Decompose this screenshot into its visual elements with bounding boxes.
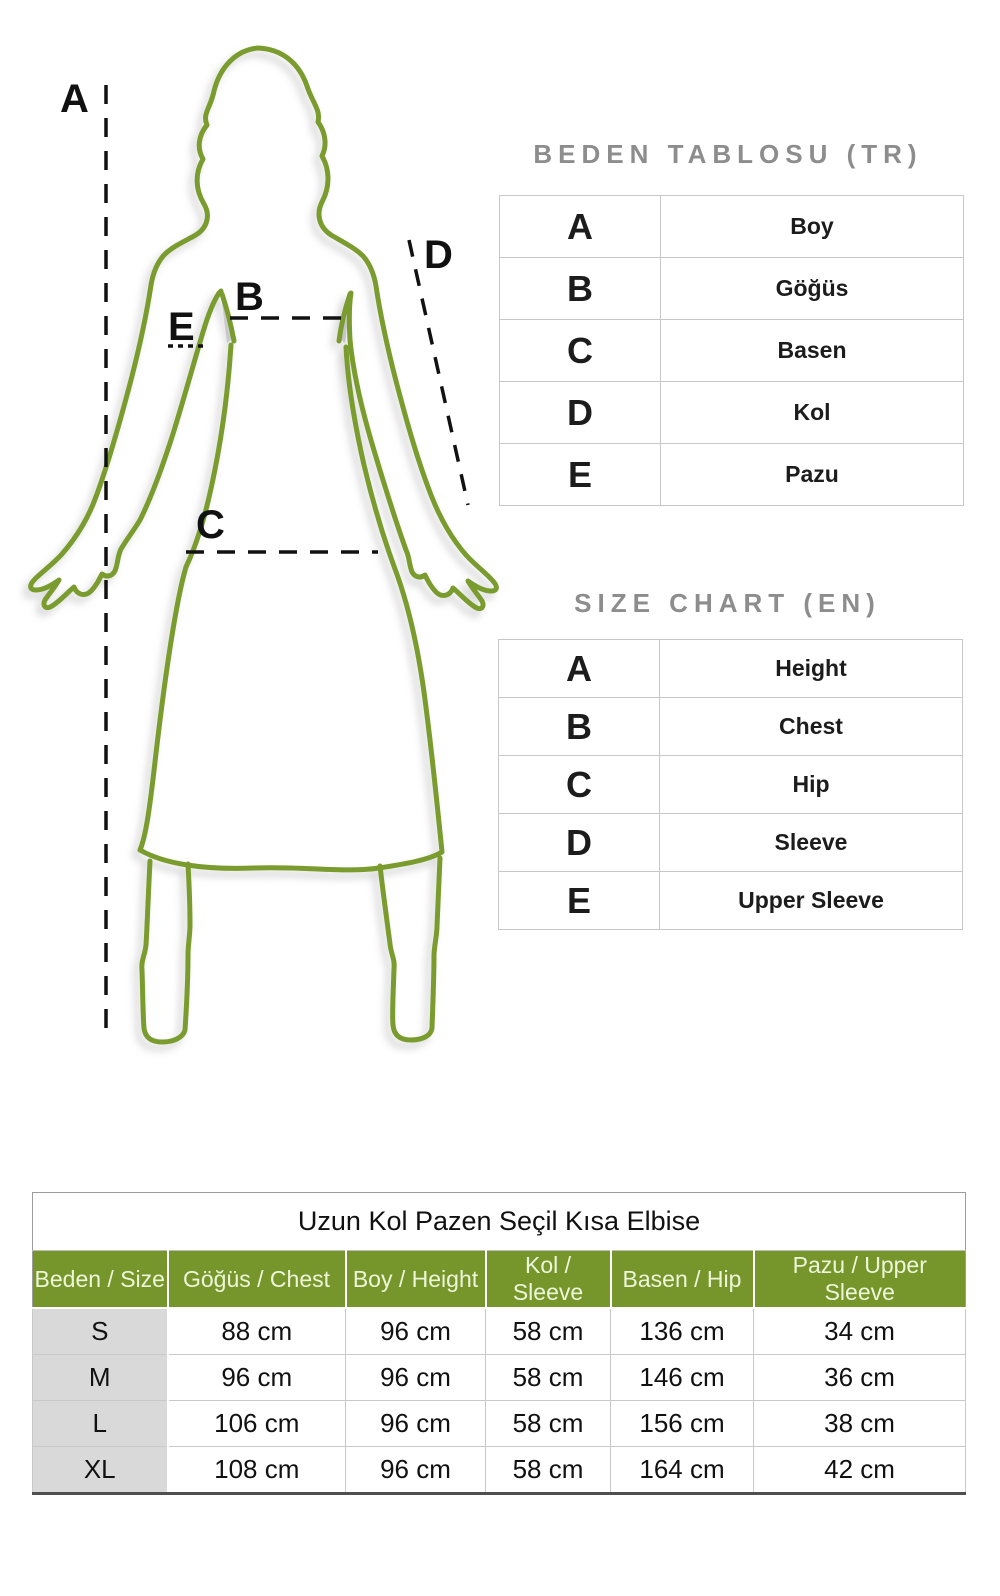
left-boot [142,861,190,1042]
product-title-row [33,1193,966,1251]
measure-name: Kol [661,382,964,444]
column-header: Boy / Height [346,1251,486,1309]
measure-name: Basen [661,320,964,382]
measure-name: Hip [660,756,963,814]
measure-name: Upper Sleeve [660,872,963,930]
tr-table [499,195,964,506]
measure-label-a: A [60,77,89,121]
table-row [499,640,963,698]
size-table-header-row [33,1251,966,1309]
measure-key: E [499,872,660,930]
hip-value: 136 cm [611,1308,754,1355]
table-row-l [33,1401,966,1447]
table-row [499,698,963,756]
sleeve-value: 58 cm [486,1447,611,1494]
size-label: M [33,1355,168,1401]
table-row-m [33,1355,966,1401]
height-value: 96 cm [346,1308,486,1355]
column-header: Kol / Sleeve [486,1251,611,1309]
column-header: Basen / Hip [611,1251,754,1309]
upper-sleeve-value: 34 cm [754,1308,966,1355]
column-header: Pazu / Upper Sleeve [754,1251,966,1309]
column-header: Göğüs / Chest [168,1251,346,1309]
right-boot [380,858,440,1040]
height-value: 96 cm [346,1401,486,1447]
table-row-s [33,1308,966,1355]
table-row [500,258,964,320]
hip-value: 156 cm [611,1401,754,1447]
column-header: Beden / Size [33,1251,168,1309]
measure-name: Chest [660,698,963,756]
table-row-xl [33,1447,966,1494]
sleeve-value: 58 cm [486,1355,611,1401]
sleeve-value: 58 cm [486,1401,611,1447]
sleeve-value: 58 cm [486,1308,611,1355]
measure-name: Height [660,640,963,698]
height-value: 96 cm [346,1355,486,1401]
table-row [500,320,964,382]
measure-label-e: E [168,305,195,349]
measure-label-b: B [235,275,264,319]
table-row [499,756,963,814]
chest-value: 96 cm [168,1355,346,1401]
measure-name: Göğüs [661,258,964,320]
measure-key: E [500,444,661,506]
measure-key: D [500,382,661,444]
en-table [498,639,963,930]
measure-name: Boy [661,196,964,258]
size-measurements-table [32,1192,966,1495]
chest-value: 106 cm [168,1401,346,1447]
measure-key: A [500,196,661,258]
upper-sleeve-value: 38 cm [754,1401,966,1447]
upper-sleeve-value: 42 cm [754,1447,966,1494]
measure-key: B [499,698,660,756]
measure-name: Sleeve [660,814,963,872]
upper-sleeve-value: 36 cm [754,1355,966,1401]
measurement-figure [0,0,520,1060]
table-row [500,444,964,506]
woman-silhouette [31,48,497,1042]
hip-value: 164 cm [611,1447,754,1494]
height-value: 96 cm [346,1447,486,1494]
measure-key: B [500,258,661,320]
product-title: Uzun Kol Pazen Seçil Kısa Elbise [33,1193,966,1251]
silhouette-right-contour [258,48,496,609]
measure-key: C [500,320,661,382]
measure-key: C [499,756,660,814]
measure-name: Pazu [661,444,964,506]
table-row [499,872,963,930]
table-row [500,196,964,258]
size-label: XL [33,1447,168,1494]
tr-table-title: BEDEN TABLOSU (TR) [533,139,923,169]
measure-key: D [499,814,660,872]
table-row [500,382,964,444]
table-row [499,814,963,872]
chest-value: 88 cm [168,1308,346,1355]
chest-value: 108 cm [168,1447,346,1494]
en-table-title: SIZE CHART (EN) [574,588,881,618]
dress-body-skirt [140,345,442,870]
size-label: S [33,1308,168,1355]
measure-label-d: D [424,233,453,277]
size-label: L [33,1401,168,1447]
hip-value: 146 cm [611,1355,754,1401]
measure-key: A [499,640,660,698]
measure-label-c: C [196,503,225,547]
